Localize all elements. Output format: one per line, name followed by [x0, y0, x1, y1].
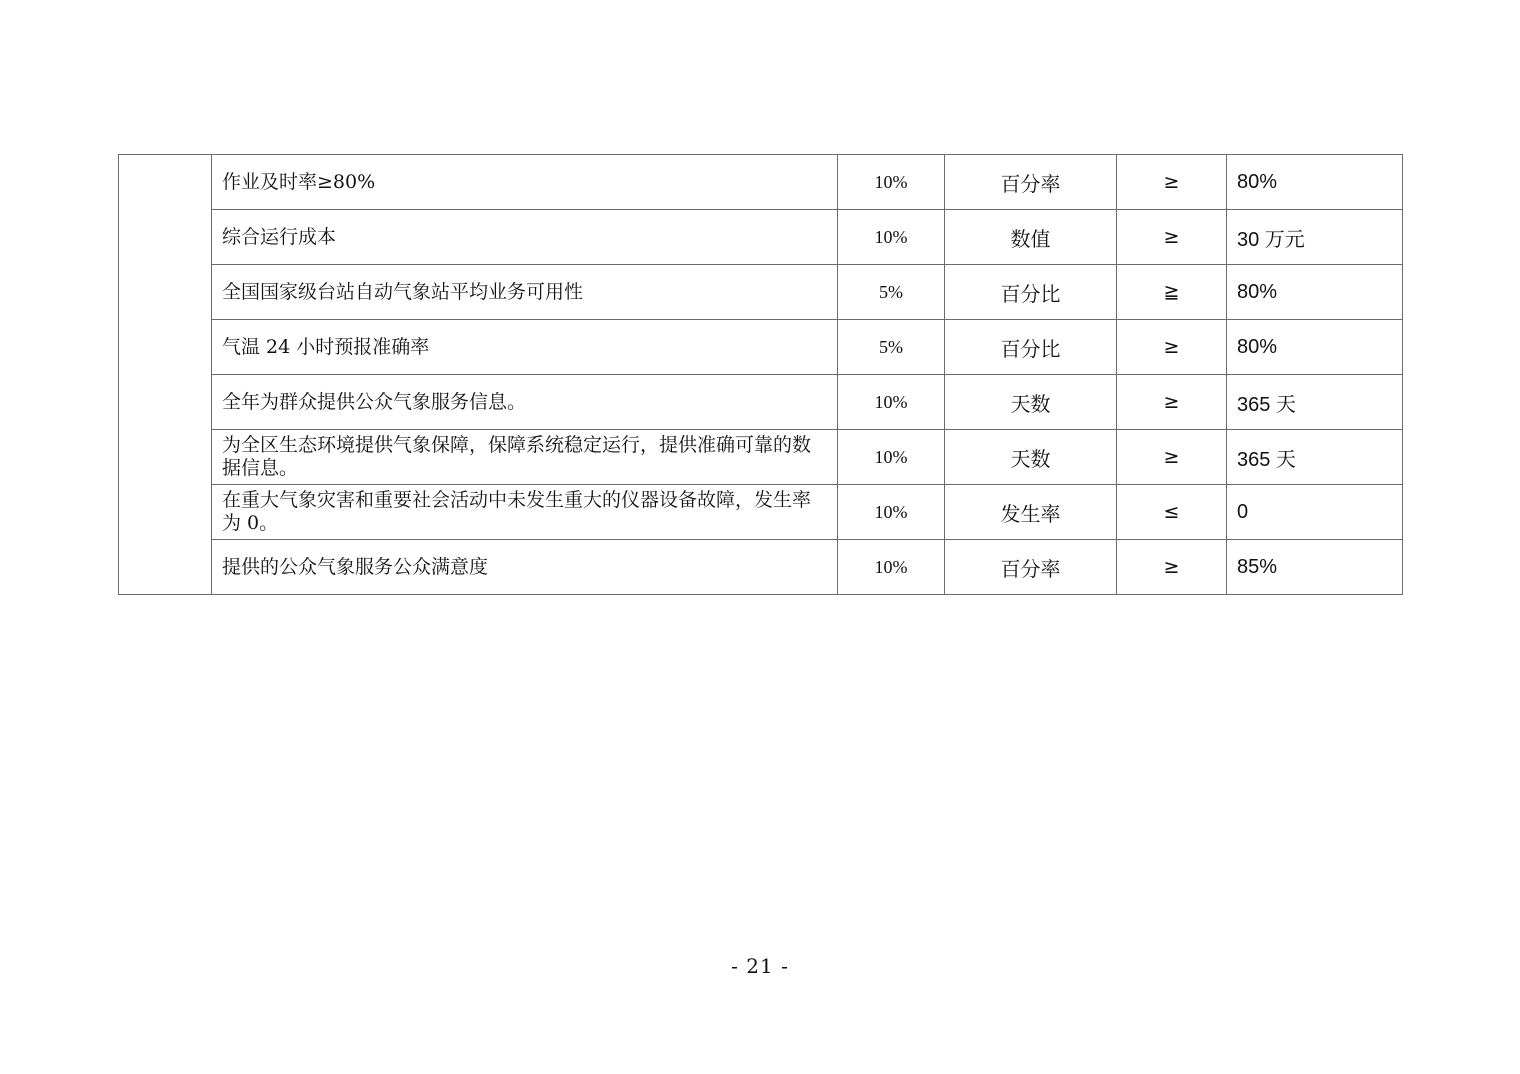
table-row — [119, 210, 1403, 265]
target-value-cell: 0 — [1227, 485, 1403, 540]
table-row — [119, 265, 1403, 320]
operator-cell: ≥ — [1117, 210, 1227, 265]
performance-indicator-table — [118, 154, 1403, 595]
indicator-name-cell: 提供的公众气象服务公众满意度 — [212, 540, 838, 595]
target-value-cell: 80% — [1227, 320, 1403, 375]
table-row — [119, 430, 1403, 485]
operator-cell: ≥ — [1117, 155, 1227, 210]
weight-cell: 10% — [838, 540, 945, 595]
target-value-cell: 80% — [1227, 265, 1403, 320]
operator-cell: ≥ — [1117, 430, 1227, 485]
weight-cell: 10% — [838, 210, 945, 265]
target-value-cell: 365 天 — [1227, 375, 1403, 430]
indicator-name-cell: 气温 24 小时预报准确率 — [212, 320, 838, 375]
target-value-cell: 80% — [1227, 155, 1403, 210]
unit-cell: 百分率 — [945, 155, 1117, 210]
unit-cell: 发生率 — [945, 485, 1117, 540]
weight-cell: 5% — [838, 265, 945, 320]
unit-cell: 百分比 — [945, 265, 1117, 320]
weight-cell: 10% — [838, 155, 945, 210]
weight-cell: 10% — [838, 485, 945, 540]
unit-cell: 数值 — [945, 210, 1117, 265]
unit-cell: 天数 — [945, 375, 1117, 430]
weight-cell: 5% — [838, 320, 945, 375]
target-value-cell: 365 天 — [1227, 430, 1403, 485]
weight-cell: 10% — [838, 375, 945, 430]
table-row — [119, 320, 1403, 375]
operator-cell: ≥ — [1117, 320, 1227, 375]
page-number: - 21 - — [731, 954, 789, 978]
indicator-name-cell: 作业及时率≥80% — [212, 155, 838, 210]
indicator-name-cell: 在重大气象灾害和重要社会活动中未发生重大的仪器设备故障，发生率为 0。 — [212, 485, 838, 540]
unit-cell: 天数 — [945, 430, 1117, 485]
unit-cell: 百分率 — [945, 540, 1117, 595]
table-row — [119, 375, 1403, 430]
target-value-cell: 85% — [1227, 540, 1403, 595]
category-cell — [119, 155, 212, 595]
operator-cell: ≧ — [1117, 265, 1227, 320]
indicator-name-cell: 综合运行成本 — [212, 210, 838, 265]
target-value-cell: 30 万元 — [1227, 210, 1403, 265]
indicator-name-cell: 为全区生态环境提供气象保障，保障系统稳定运行，提供准确可靠的数据信息。 — [212, 430, 838, 485]
table-row — [119, 540, 1403, 595]
operator-cell: ≤ — [1117, 485, 1227, 540]
operator-cell: ≥ — [1117, 540, 1227, 595]
table-row — [119, 155, 1403, 210]
indicator-name-cell: 全国国家级台站自动气象站平均业务可用性 — [212, 265, 838, 320]
table-row — [119, 485, 1403, 540]
operator-cell: ≥ — [1117, 375, 1227, 430]
unit-cell: 百分比 — [945, 320, 1117, 375]
weight-cell: 10% — [838, 430, 945, 485]
indicator-name-cell: 全年为群众提供公众气象服务信息。 — [212, 375, 838, 430]
